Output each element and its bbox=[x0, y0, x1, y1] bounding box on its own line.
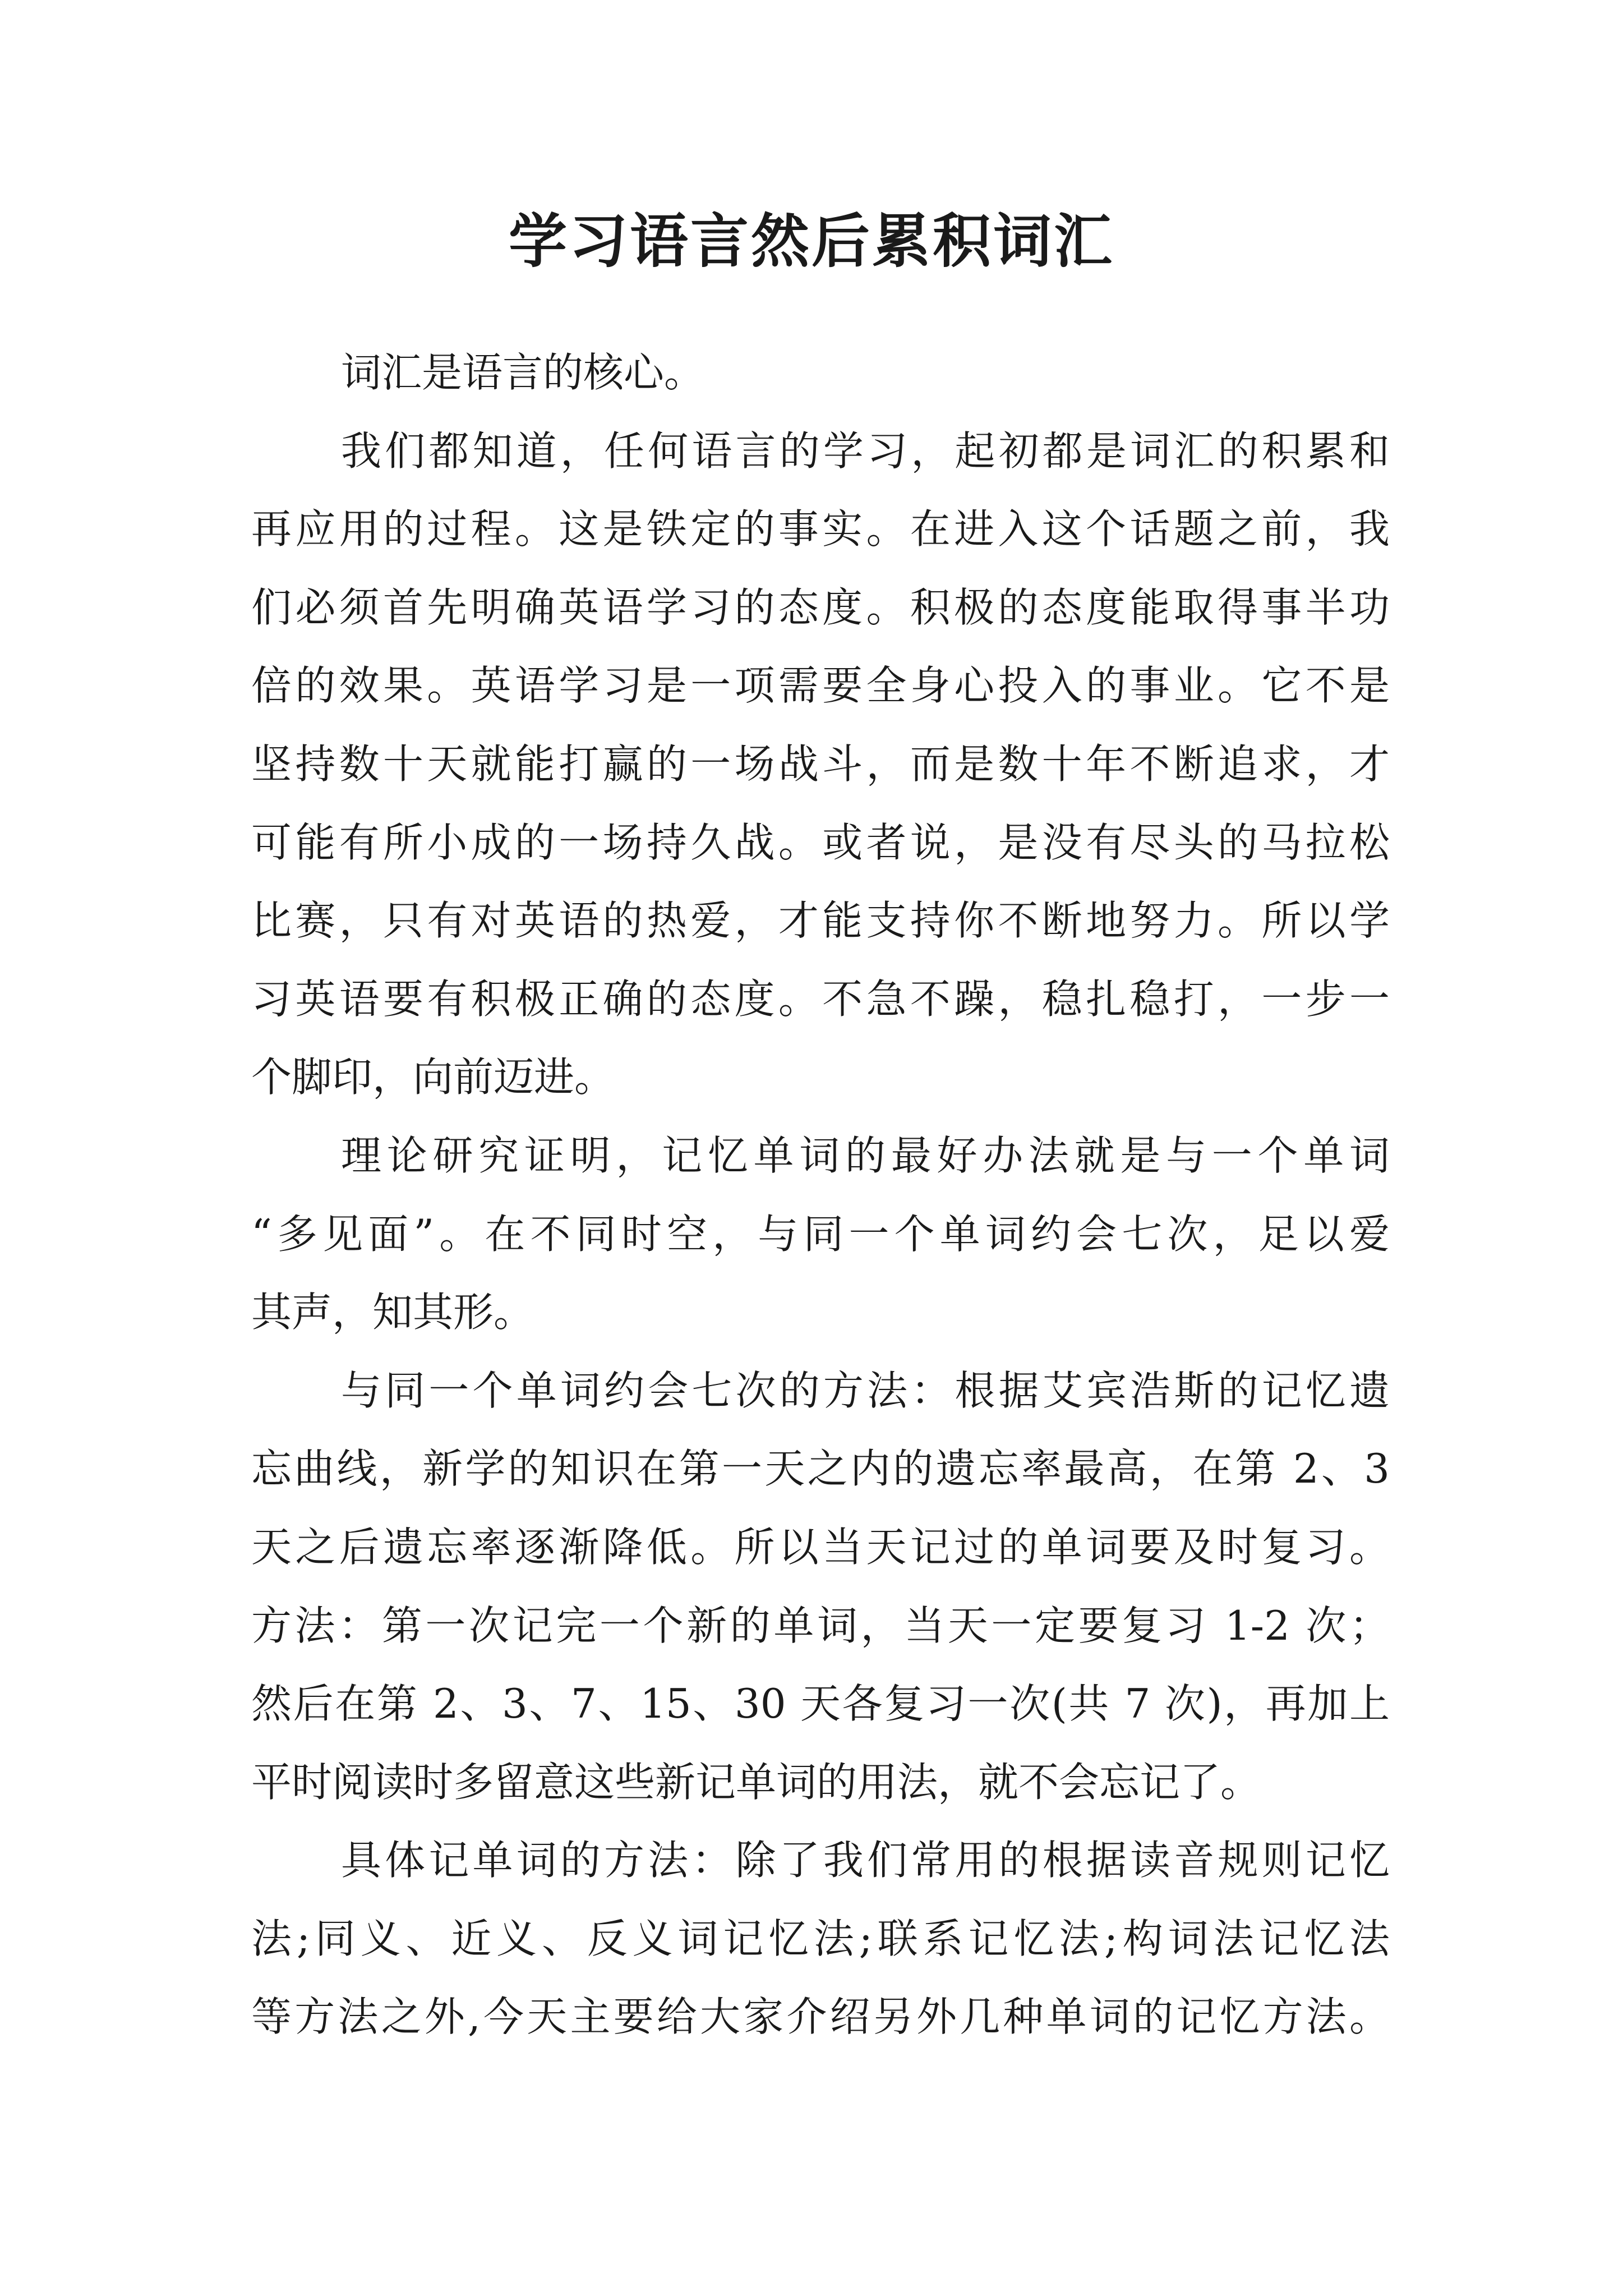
p2-line-3: 们必须首先明确英语学习的态度。积极的态度能取得事半功 bbox=[251, 583, 1390, 631]
p3-line-3: 其声，知其形。 bbox=[251, 1289, 534, 1336]
p4-line-4: 方法：第一次记完一个新的单词，当天一定要复习 1-2 次； bbox=[251, 1602, 1390, 1649]
p2-line-2: 再应用的过程。这是铁定的事实。在进入这个话题之前，我 bbox=[251, 505, 1390, 553]
p2-line-7: 比赛，只有对英语的热爱，才能支持你不断地努力。所以学 bbox=[251, 897, 1390, 945]
p2-line-1: 我们都知道，任何语言的学习，起初都是词汇的积累和 bbox=[341, 427, 1390, 475]
p4-line-2: 忘曲线，新学的知识在第一天之内的遗忘率最高，在第 2、3 bbox=[251, 1445, 1390, 1493]
p4-line-1: 与同一个单词约会七次的方法：根据艾宾浩斯的记忆遗 bbox=[341, 1366, 1390, 1414]
p4-line-3: 天之后遗忘率逐渐降低。所以当天记过的单词要及时复习。 bbox=[251, 1523, 1390, 1571]
p5-line-1: 具体记单词的方法：除了我们常用的根据读音规则记忆 bbox=[341, 1837, 1390, 1884]
p4-line-6: 平时阅读时多留意这些新记单词的用法，就不会忘记了。 bbox=[251, 1758, 1261, 1806]
p2-line-8: 习英语要有积极正确的态度。不急不躁，稳扎稳打，一步一 bbox=[251, 975, 1390, 1023]
p2-line-6: 可能有所小成的一场持久战。或者说，是没有尽头的马拉松 bbox=[251, 818, 1390, 866]
p2-line-4: 倍的效果。英语学习是一项需要全身心投入的事业。它不是 bbox=[251, 662, 1390, 710]
p5-line-2: 法;同义、近义、反义词记忆法;联系记忆法;构词法记忆法 bbox=[251, 1915, 1390, 1962]
document-title: 学习语言然后累积词汇 bbox=[508, 206, 1114, 275]
p2-line-5: 坚持数十天就能打赢的一场战斗，而是数十年不断追求，才 bbox=[251, 740, 1390, 788]
document-body bbox=[251, 334, 1390, 2056]
p4-line-5: 然后在第 2、3、7、15、30 天各复习一次(共 7 次)，再加上 bbox=[251, 1680, 1390, 1728]
p3-line-2: “多见面”。在不同时空，与同一个单词约会七次，足以爱 bbox=[251, 1210, 1390, 1258]
p5-line-3: 等方法之外,今天主要给大家介绍另外几种单词的记忆方法。 bbox=[251, 1993, 1390, 2041]
p2-line-9: 个脚印，向前迈进。 bbox=[251, 1053, 615, 1101]
p3-line-1: 理论研究证明，记忆单词的最好办法就是与一个单词 bbox=[341, 1131, 1390, 1179]
p1-line-1: 词汇是语言的核心。 bbox=[341, 349, 705, 396]
